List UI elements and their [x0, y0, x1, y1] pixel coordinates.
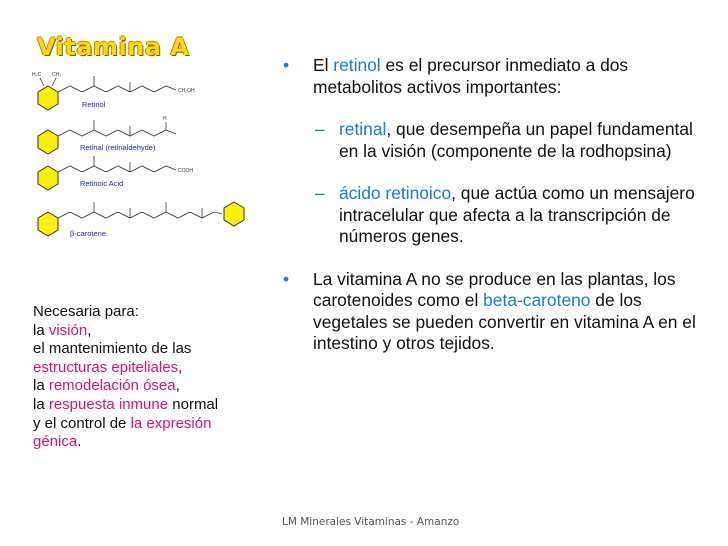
- beta-carotene-structure: [38, 202, 244, 238]
- ch2oh-label: CH₂OH: [178, 88, 195, 94]
- bullet-retinol-text: El retinol es el precursor inmediato a dos metabolitos activos importantes:: [313, 55, 629, 97]
- bullet-vitamina-a: [283, 269, 703, 355]
- cooh-label: COOH: [178, 168, 193, 174]
- subbullet-retinal: [315, 119, 703, 162]
- beta-carotene-label: β-carotene: [70, 229, 106, 238]
- expresion-highlight: la expresión: [130, 414, 212, 432]
- h3c-label: H₃C: [32, 72, 42, 78]
- acido-retinoico-highlight: ácido retinoico: [339, 183, 452, 203]
- slide-title: Vitamina A: [37, 33, 190, 61]
- vitamin-a-structures-figure: [30, 62, 260, 252]
- subbullet-acido-text: ácido retinoico, que actúa como un mensajero intracelular que afecta a la transcripción de números genes.: [339, 183, 695, 246]
- genica-highlight: génica: [33, 433, 78, 451]
- sub-bullet-marker: –: [315, 183, 325, 203]
- retinol-highlight: retinol: [333, 55, 381, 75]
- bullet-marker: •: [283, 268, 290, 289]
- retinoic-acid-label: Retinoic Acid: [80, 179, 124, 188]
- retinol-structure: [32, 72, 195, 110]
- left-line-8: génica.: [33, 433, 82, 451]
- slide-footer: LM Minerales Vitaminas - Amanzo: [282, 516, 460, 528]
- left-line-6: la respuesta inmune normal: [33, 395, 219, 413]
- left-line-1: Necesaria para:: [33, 303, 139, 320]
- retinal-highlight: retinal: [339, 119, 387, 139]
- ch3-label: CH₃: [52, 72, 62, 78]
- left-line-5: la remodelación ósea,: [33, 377, 180, 395]
- bullet-retinol: [283, 55, 703, 98]
- retinal-label: Retinal (retinaldehyde): [80, 143, 156, 152]
- vision-highlight: visión: [48, 321, 88, 339]
- sub-bullet-marker: –: [315, 119, 325, 139]
- beta-caroteno-highlight: beta-caroteno: [483, 290, 591, 310]
- left-line-3: el mantenimiento de las: [33, 340, 192, 358]
- subbullet-acido-retinoico: [315, 183, 703, 248]
- bullet-marker: •: [283, 55, 290, 75]
- respuesta-highlight: respuesta inmune: [48, 395, 169, 413]
- retinol-label: Retinol: [82, 100, 106, 109]
- left-line-2: la visión,: [33, 321, 92, 339]
- bullet-list: [283, 55, 703, 355]
- subbullet-retinal-text: retinal, que desempeña un papel fundamental en la visión (componente de la rodhopsina): [339, 119, 693, 161]
- necesaria-para-text: [33, 303, 268, 452]
- cho-label: H: [163, 116, 167, 122]
- left-line-4: estructuras epiteliales,: [33, 358, 183, 376]
- remodelacion-highlight: remodelación ósea: [48, 377, 176, 395]
- retinal-structure: [38, 116, 176, 154]
- estructuras-highlight: estructuras epiteliales: [33, 358, 179, 376]
- left-line-7: y el control de la expresión: [33, 414, 212, 432]
- retinoic-acid-structure: [38, 156, 193, 190]
- bullet-vitamina-text: La vitamina A no se produce en las plantas, los carotenoides como el beta-caroteno de los vegetales se pueden convertir en vitamina A en el intestino y otros tejidos.: [313, 268, 696, 353]
